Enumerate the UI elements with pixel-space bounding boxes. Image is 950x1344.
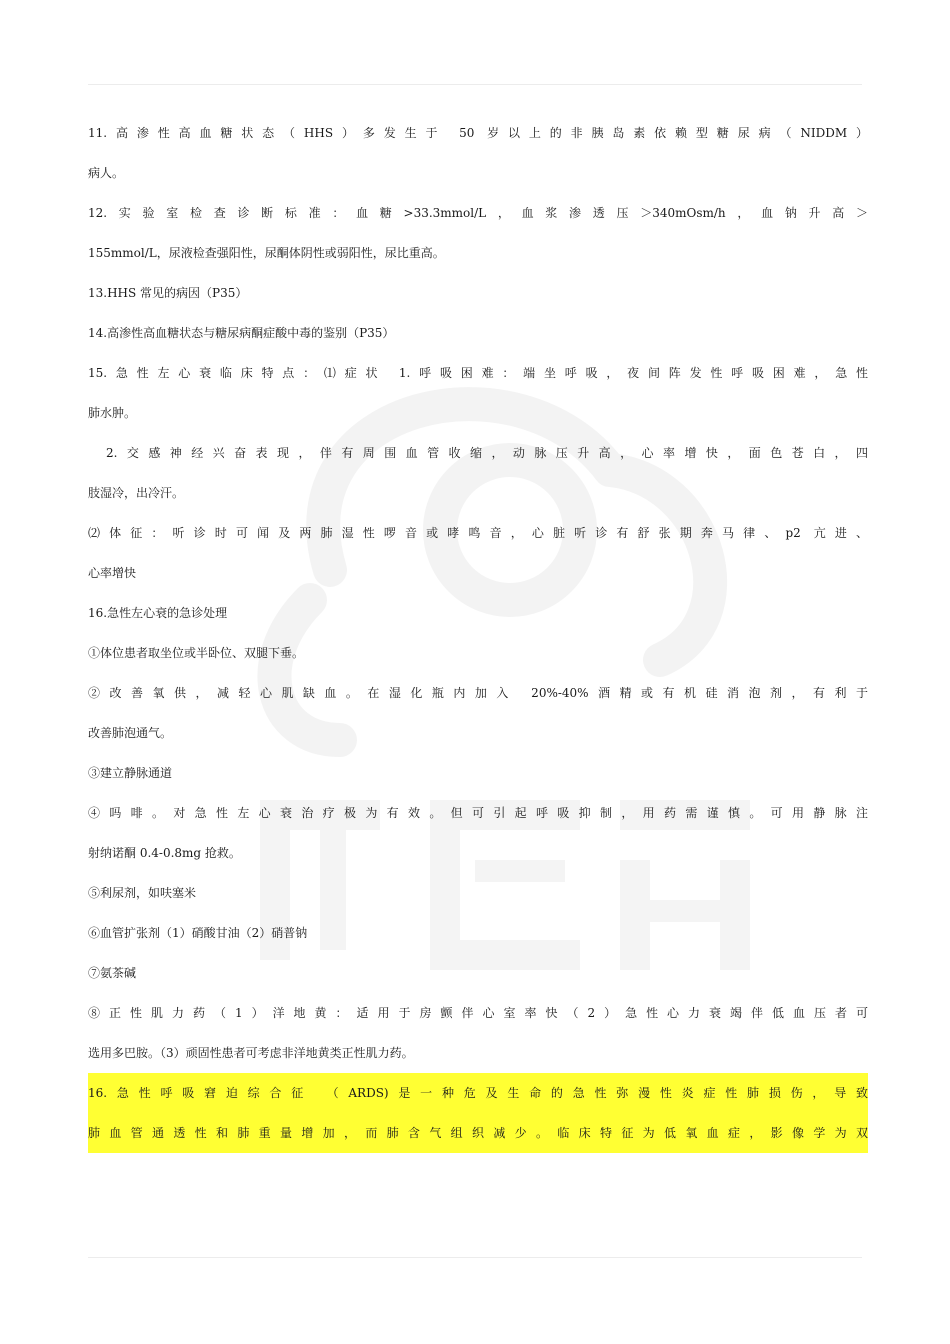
text-line: 12.实验室检查诊断标准：血糖>33.3mmol/L，血浆渗透压＞340mOsm/h，血钠升高＞ xyxy=(88,206,868,220)
text-line: ⑤利尿剂，如呋塞米 xyxy=(88,886,197,900)
highlight-span: 肺血管通透性和肺重量增加，而肺含气组织减少。临床特征为低氧血症，影像学为双 xyxy=(88,1113,868,1153)
text-line: 13.HHS 常见的病因（P35） xyxy=(88,286,248,300)
text-line: ⑥血管扩张剂（1）硝酸甘油（2）硝普钠 xyxy=(88,926,308,940)
text-line: 肺水肿。 xyxy=(88,406,137,420)
text-line: ⑧正性肌力药（1）洋地黄：适用于房颤伴心室率快（2）急性心力衰竭伴低血压者可 xyxy=(88,1006,868,1020)
text-line: ②改善氧供，减轻心肌缺血。在湿化瓶内加入 20%-40%酒精或有机硅消泡剂，有利于 xyxy=(88,686,868,700)
text-line: 选用多巴胺。（3）顽固性患者可考虑非洋地黄类正性肌力药。 xyxy=(88,1046,414,1060)
footer-rule xyxy=(88,1257,862,1258)
highlighted-line xyxy=(88,1113,868,1153)
text-line: ⑵体征：听诊时可闻及两肺湿性啰音或哮鸣音，心脏听诊有舒张期奔马律、p2 亢进、 xyxy=(88,526,868,540)
text-line: ⑦氨茶碱 xyxy=(88,966,137,980)
text-line: 射纳诺酮 0.4-0.8mg 抢救。 xyxy=(88,846,241,860)
text-line: 16.急性左心衰的急诊处理 xyxy=(88,606,228,620)
text-line: 心率增快 xyxy=(88,566,137,580)
text-line: 2.交感神经兴奋表现，伴有周围血管收缩，动脉压升高，心率增快，面色苍白，四 xyxy=(106,446,868,460)
text-line: 14.高渗性高血糖状态与糖尿病酮症酸中毒的鉴别（P35） xyxy=(88,326,395,340)
text-line: 155mmol/L，尿液检查强阳性，尿酮体阴性或弱阳性，尿比重高。 xyxy=(88,246,445,260)
text-line: ④吗啡。对急性左心衰治疗极为有效。但可引起呼吸抑制，用药需谨慎。可用静脉注 xyxy=(88,806,868,820)
text-line: 病人。 xyxy=(88,166,125,180)
header-rule xyxy=(88,84,862,85)
highlighted-line xyxy=(88,1073,868,1113)
text-line: ③建立静脉通道 xyxy=(88,766,173,780)
text-line: ①体位患者取坐位或半卧位、双腿下垂。 xyxy=(88,646,305,660)
highlight-span: 16.急性呼吸窘迫综合征 （ARDS)是一种危及生命的急性弥漫性炎症性肺损伤，导致 xyxy=(88,1073,868,1113)
text-line: 改善肺泡通气。 xyxy=(88,726,173,740)
text-line: 11.高渗性高血糖状态（HHS）多发生于 50 岁以上的非胰岛素依赖型糖尿病（NIDDM） xyxy=(88,126,868,140)
document-body xyxy=(88,113,868,1153)
text-line: 15.急性左心衰临床特点：⑴症状 1.呼吸困难：端坐呼吸，夜间阵发性呼吸困难，急性 xyxy=(88,366,868,380)
text-line: 肢湿冷，出冷汗。 xyxy=(88,486,185,500)
